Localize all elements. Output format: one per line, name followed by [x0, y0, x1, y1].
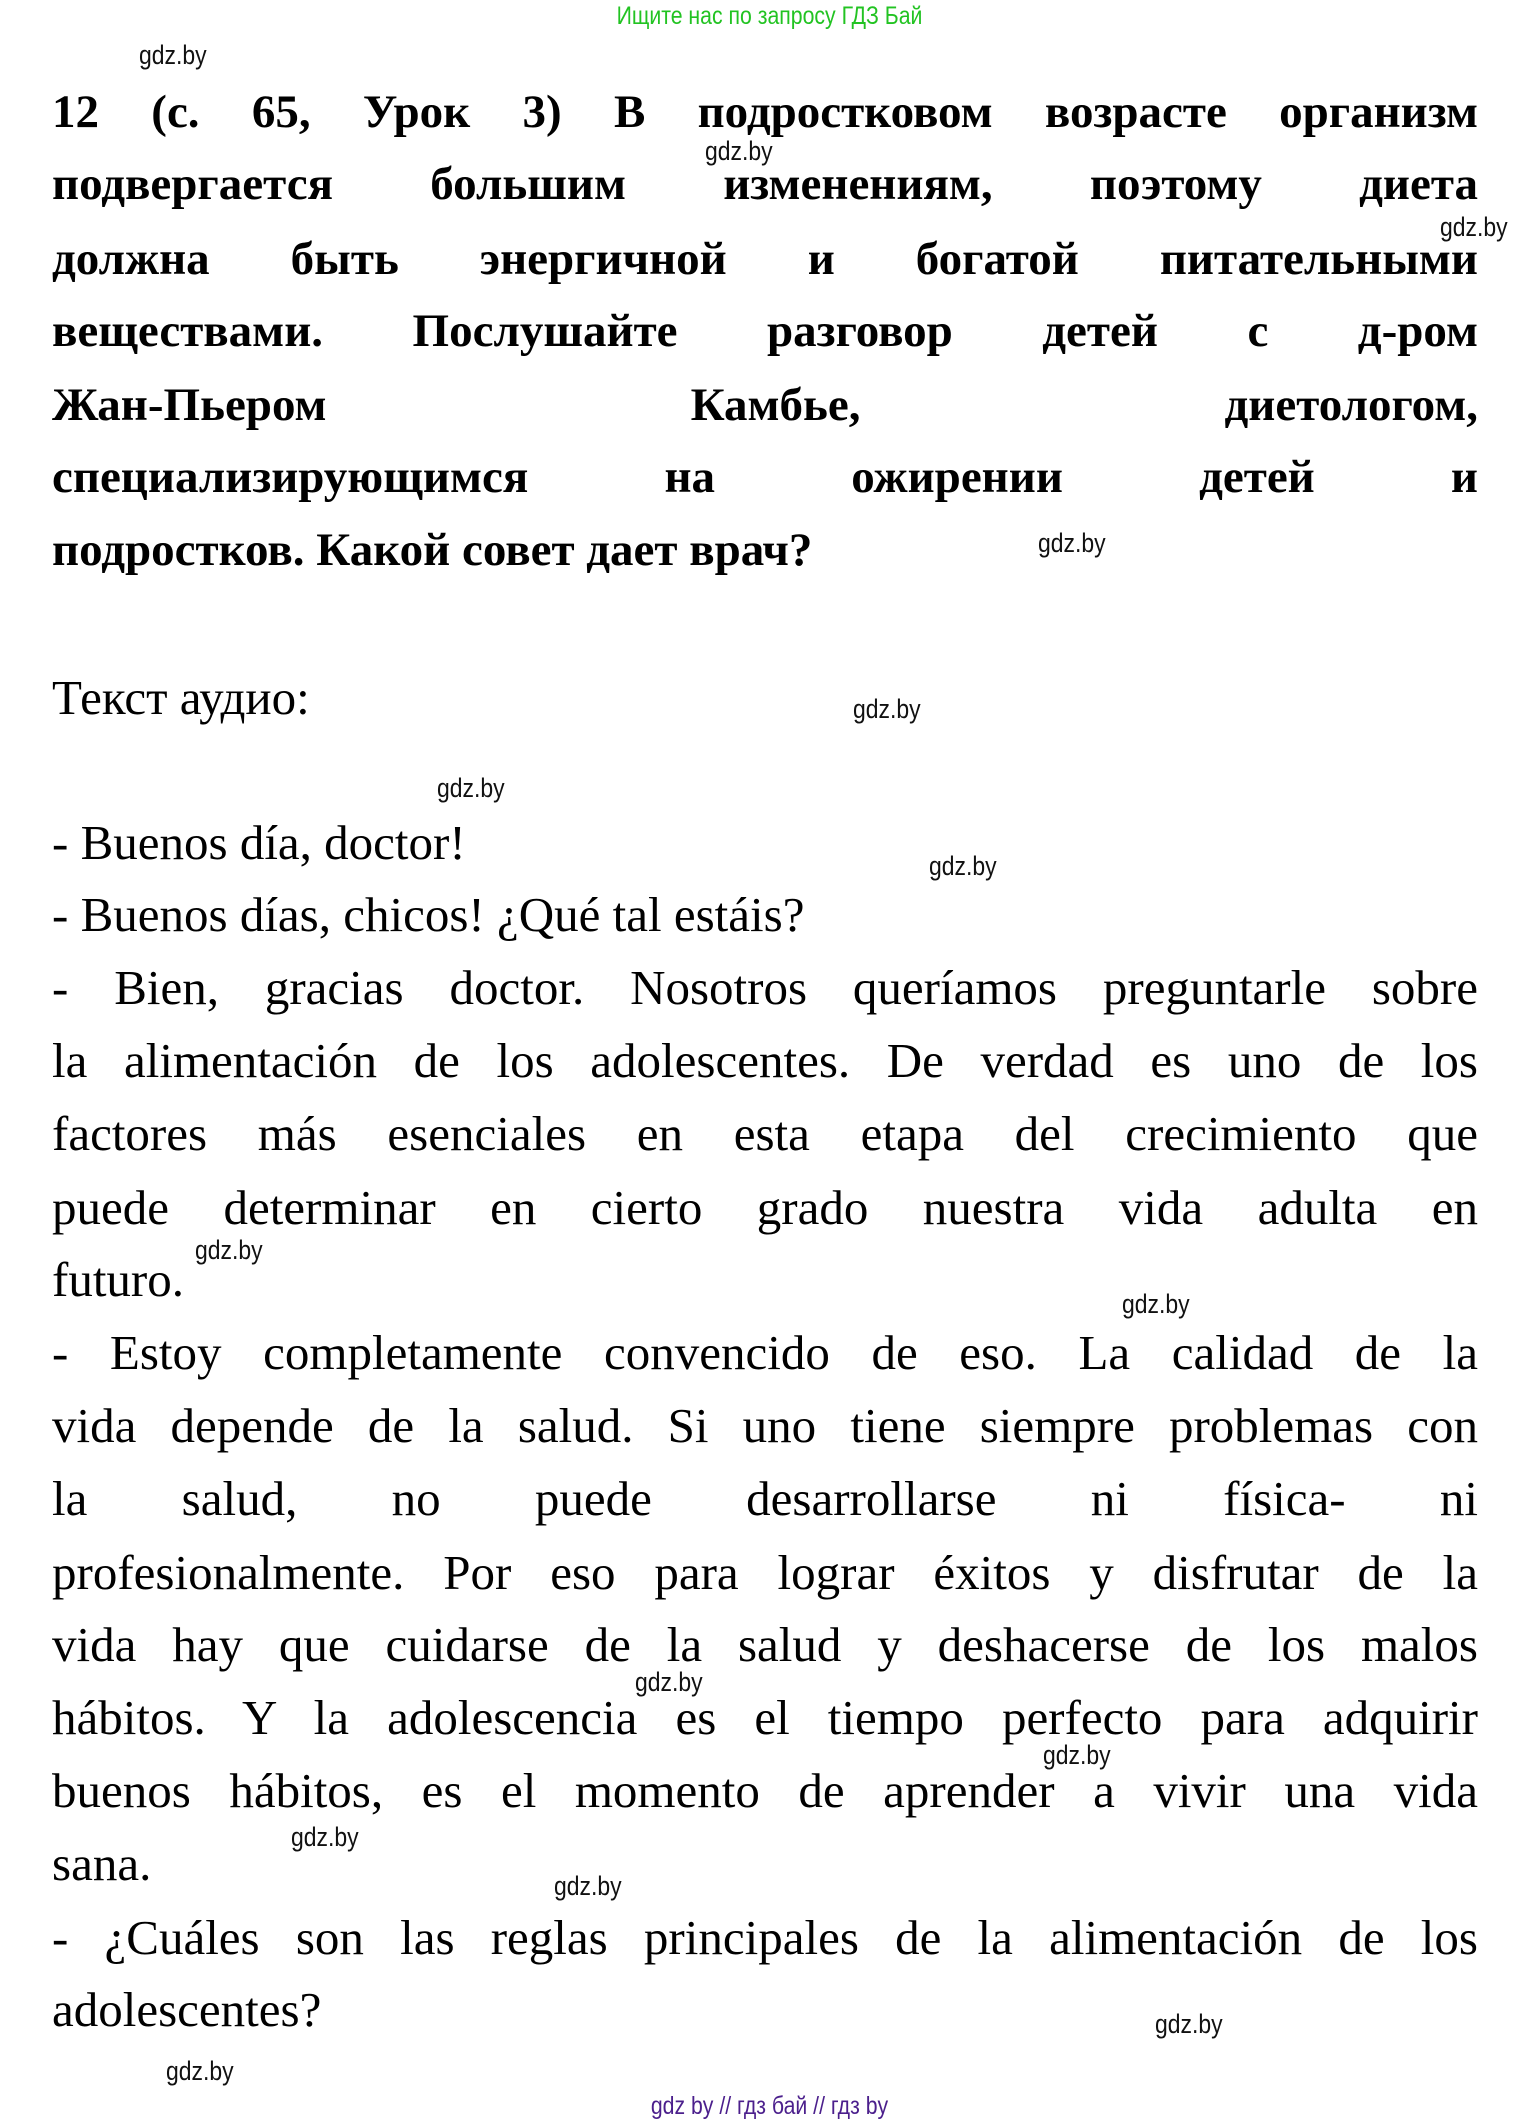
task-line: Жан-Пьером Камбье, диетологом, [52, 379, 1478, 431]
dialogue-line: hábitos. Y la adolescencia es el tiempo perfecto para adquirir [52, 1690, 1478, 1745]
dialogue-line: sana. [52, 1836, 152, 1891]
watermark: gdz.by [853, 694, 921, 724]
dialogue-line: - Buenos días, chicos! ¿Qué tal estáis? [52, 887, 805, 942]
watermark: gdz.by [1155, 2009, 1223, 2039]
task-line: должна быть энергичной и богатой питательными [52, 233, 1478, 285]
watermark: gdz.by [437, 773, 505, 803]
watermark: gdz.by [1122, 1289, 1190, 1319]
search-banner[interactable]: Ищите нас по запросу ГДЗ Бай [616, 2, 923, 30]
dialogue-line: futuro. [52, 1252, 184, 1307]
watermark: gdz.by [166, 2056, 234, 2086]
task-line: подростков. Какой совет дает врач? [52, 524, 813, 576]
dialogue-line: - Buenos día, doctor! [52, 815, 466, 870]
watermark: gdz.by [291, 1822, 359, 1852]
dialogue-line: puede determinar en cierto grado nuestra vida adulta en [52, 1180, 1478, 1235]
watermark: gdz.by [554, 1871, 622, 1901]
task-line: специализирующимся на ожирении детей и [52, 451, 1478, 503]
dialogue-line: la salud, no puede desarrollarse ni física- ni [52, 1471, 1478, 1526]
watermark: gdz.by [635, 1667, 703, 1697]
dialogue-line: adolescentes? [52, 1982, 322, 2037]
task-line: веществами. Послушайте разговор детей с д-ром [52, 305, 1478, 357]
dialogue-line: - Estoy completamente convencido de eso. La calidad de la [52, 1325, 1478, 1380]
dialogue-line: factores más esenciales en esta etapa del crecimiento que [52, 1106, 1478, 1161]
dialogue-line: vida hay que cuidarse de la salud y deshacerse de los malos [52, 1617, 1478, 1672]
watermark: gdz.by [1440, 212, 1508, 242]
audio-heading: Текст аудио: [52, 670, 310, 725]
watermark: gdz.by [1038, 528, 1106, 558]
watermark: gdz.by [929, 851, 997, 881]
task-line: 12 (с. 65, Урок 3) В подростковом возрасте организм [52, 86, 1478, 138]
watermark: gdz.by [705, 136, 773, 166]
dialogue-line: profesionalmente. Por eso para lograr éxitos y disfrutar de la [52, 1545, 1478, 1600]
dialogue-line: - Bien, gracias doctor. Nosotros queríamos preguntarle sobre [52, 960, 1478, 1015]
dialogue-line: vida depende de la salud. Si uno tiene siempre problemas con [52, 1398, 1478, 1453]
task-line: подвергается большим изменениям, поэтому диета [52, 158, 1478, 210]
dialogue-line: la alimentación de los adolescentes. De verdad es uno de los [52, 1033, 1478, 1088]
dialogue-line: buenos hábitos, es el momento de aprender a vivir una vida [52, 1763, 1478, 1818]
dialogue-line: - ¿Cuáles son las reglas principales de la alimentación de los [52, 1910, 1478, 1965]
footer-links[interactable]: gdz by // гдз бай // гдз by [650, 2092, 889, 2120]
watermark: gdz.by [1043, 1740, 1111, 1770]
watermark: gdz.by [195, 1235, 263, 1265]
watermark: gdz.by [139, 40, 207, 70]
